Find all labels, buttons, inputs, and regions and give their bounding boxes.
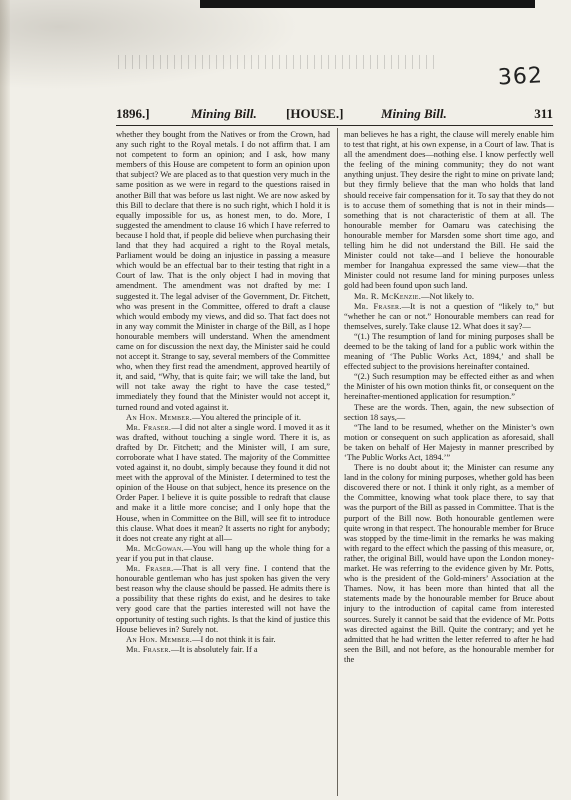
- paragraph: [116, 635, 330, 645]
- paragraph: [116, 413, 330, 423]
- paragraph: [116, 645, 330, 655]
- paragraph: [116, 130, 330, 413]
- scan-top-border: [200, 0, 535, 8]
- header-house: [HOUSE.]: [286, 106, 344, 121]
- speaker-name: Mr. Fraser.: [126, 564, 174, 574]
- speaker-name: Mr. McGowan.: [126, 543, 184, 553]
- header-year: 1896.]: [116, 106, 150, 121]
- paragraph: [116, 564, 330, 635]
- paragraph-text: —You will hang up the whole thing for a year if you put in that clause.: [116, 543, 330, 563]
- right-column: [344, 130, 554, 798]
- paragraph-text: There is no doubt about it; the Minister can resume any land in the colony for mining purposes, whether gold has been discovered there or not. I think it only right, as a member of the Committee, knowing what took place there, to say that was the purport of the Bill as passed in Committee. That is the purport of the Bill now. Both honourable gentlemen were quite wrong in that respect. The honourable member for Bruce was stopped by the time-limit in the remarks he was making with regard to the effect which the passing of this measure, or, rather, the original Bill, would have upon the London money-market. He was referring to the evidence given by Mr. Potts, who is the president of the Gold-miners’ Association at the Thames. Now, it has been more than hinted that all the statements made by the honourable member for Bruce about injury to the introduction of capital came from interested sources. Surely it cannot be said that the evidence of Mr. Potts was directed against the Bill. Quite the contrary; and yet he admitted that he had written the letter referred to after he had seen the Bill, and not before, as the honourable member for the: [344, 463, 554, 664]
- paragraph-text: whether they bought from the Natives or from the Crown, had any such right to the Royal metals. I do not affirm that. I am not competent to form an opinion; and I ask, how many members of this House are competent to form an opinion upon that subject? We are placed as to that question very much in the same position as we were in regard to the questions raised in another Bill that was before us last night. We are now asked by this Bill to declare that there is no such right, which I hold it is equally impossible for us, as honest men, to do. More, I suggested the amendment to clause 16 which I have referred to because I hold that, if people did believe when purchasing their land that they had acquired a right to the Royal metals, Parliament would be doing an injustice in passing a measure which would be an effectual bar to their testing that right in a Court of law. That is the only object I had in moving that amendment. The amendment was not drafted by me: I suggested it. The legal adviser of the Government, Dr. Fitchett, who was present in the Committee, offered to draft a clause which would embody my views, and did so. That fact does not in any way commit the Minister in charge of the Bill, as I hope honourable members will understand. When the amendment came on for discussion the next day, the Minister said he could not accept it. Strange to say, several members of the Committee who, when they first read the amendment, approved heartily of it, and said, “Why, that is quite fair; we will take the land, but will not take away the right to have the case tested,” immediately they found that the Minister would not accept it, turned round and voted against it.: [116, 130, 330, 412]
- paragraph-text: “(1.) The resumption of land for mining purposes shall be deemed to be the taking of land for a public work within the meaning of ‘The Public Works Act, 1894,’ and shall be effected subject to the provisions hereinafter contained.: [344, 331, 554, 372]
- speaker-name: Mr. Fraser.: [126, 644, 172, 654]
- paragraph-text: —I did not alter a single word. I moved it as it was drafted, without touching a single word. There it is, as drafted by Dr. Fitchett; and the Minister will, I am sure, corroborate what I have stated. The majority of the Committee voted against it, no doubt, simply because they found it did not meet with the approval of the Minister. I determined to test the opinion of the House on that subject, hence its presence on the Order Paper. I believe it is quite possible to redraft that clause and make it a little more concise; and I only hope that the House, when in Committee on the Bill, will see fit to introduce this clause. What does it mean? It asserts no right for anybody; it does not create any right at all—: [116, 422, 330, 543]
- column-divider: [337, 128, 338, 796]
- paragraph: [344, 463, 554, 665]
- paragraph-text: “The land to be resumed, whether on the Minister’s own motion or consequent on such application as aforesaid, shall be taken on behalf of Her Majesty in manner prescribed by ‘The Public Works Act, 1894.’”: [344, 422, 554, 462]
- paragraph-text: “(2.) Such resumption may be effected either as and when the Minister of his own motion thinks fit, or consequent on the hereinafter-mentioned application for resumption.”: [344, 372, 554, 402]
- scan-noise-marks: [118, 55, 438, 69]
- scan-smudge: [0, 0, 300, 90]
- left-column: [116, 130, 330, 798]
- paragraph-text: man believes he has a right, the clause will merely enable him to test that right, at his own expense, in a Court of law. That is all the amendment does—nothing else. I know perfectly well the feeling of the mining community; they do not want anything unjust. They desire the right to mine on private land; but they firmly believe that the man who holds that land should receive fair compensation for it. To say that they do not is to accuse them of something that is not in their minds—something that is not characteristic of them at all. The honourable member for Oamaru was catechising the honourable member for Marsden some short time ago, and telling him he did not understand the Bill. He said the Minister could not take—and I believe the honourable member for Inangahua expressed the same view—that the Minister could not resume land for mining purposes unless gold had been found upon such land.: [344, 130, 554, 291]
- speaker-name: Mr. R. McKenzie.: [354, 291, 422, 301]
- speaker-name: An Hon. Member.: [126, 412, 193, 422]
- header-right-title: Mining Bill.: [381, 106, 447, 121]
- paragraph-text: —It is not a question of “likely to,” but “whether he can or not.” Honourable members can read for themselves, surely. Take clause 12. What does it say?—: [344, 301, 554, 331]
- speaker-name: Mr. Fraser.: [354, 301, 402, 311]
- handwritten-folio-number: 362: [497, 63, 544, 91]
- speaker-name: Mr. Fraser.: [126, 422, 172, 432]
- header-page-number: 311: [534, 106, 553, 121]
- speaker-name: An Hon. Member.: [126, 634, 193, 644]
- paragraph: [116, 544, 330, 564]
- paragraph-text: —I do not think it is fair.: [192, 634, 276, 644]
- paragraph: [116, 423, 330, 544]
- running-header: [116, 106, 553, 126]
- paragraph: [344, 403, 554, 423]
- header-left-title: Mining Bill.: [191, 106, 257, 121]
- paragraph: [344, 332, 554, 372]
- paragraph-text: —It is absolutely fair. If a: [171, 644, 258, 654]
- header-rule: [116, 125, 553, 126]
- paragraph: [344, 302, 554, 332]
- paragraph: [344, 423, 554, 463]
- paragraph-text: —Not likely to.: [421, 291, 474, 301]
- paragraph: [344, 372, 554, 402]
- paragraph-text: —That is all very fine. I contend that the honourable gentleman who has just spoken has given the very best reason why the clause should be passed. He admits there is a possibility that these rights do exist, and he desires to take very good care that the parties interested will not have the opportunity of testing such rights. Is that the kind of justice this House believes in? Surely not.: [116, 564, 330, 634]
- paragraph: [344, 292, 554, 302]
- paragraph: [344, 130, 554, 292]
- binding-shadow: [0, 0, 10, 800]
- paragraph-text: These are the words. Then, again, the new subsection of section 18 says,—: [344, 402, 554, 422]
- paragraph-text: —You altered the principle of it.: [192, 412, 302, 422]
